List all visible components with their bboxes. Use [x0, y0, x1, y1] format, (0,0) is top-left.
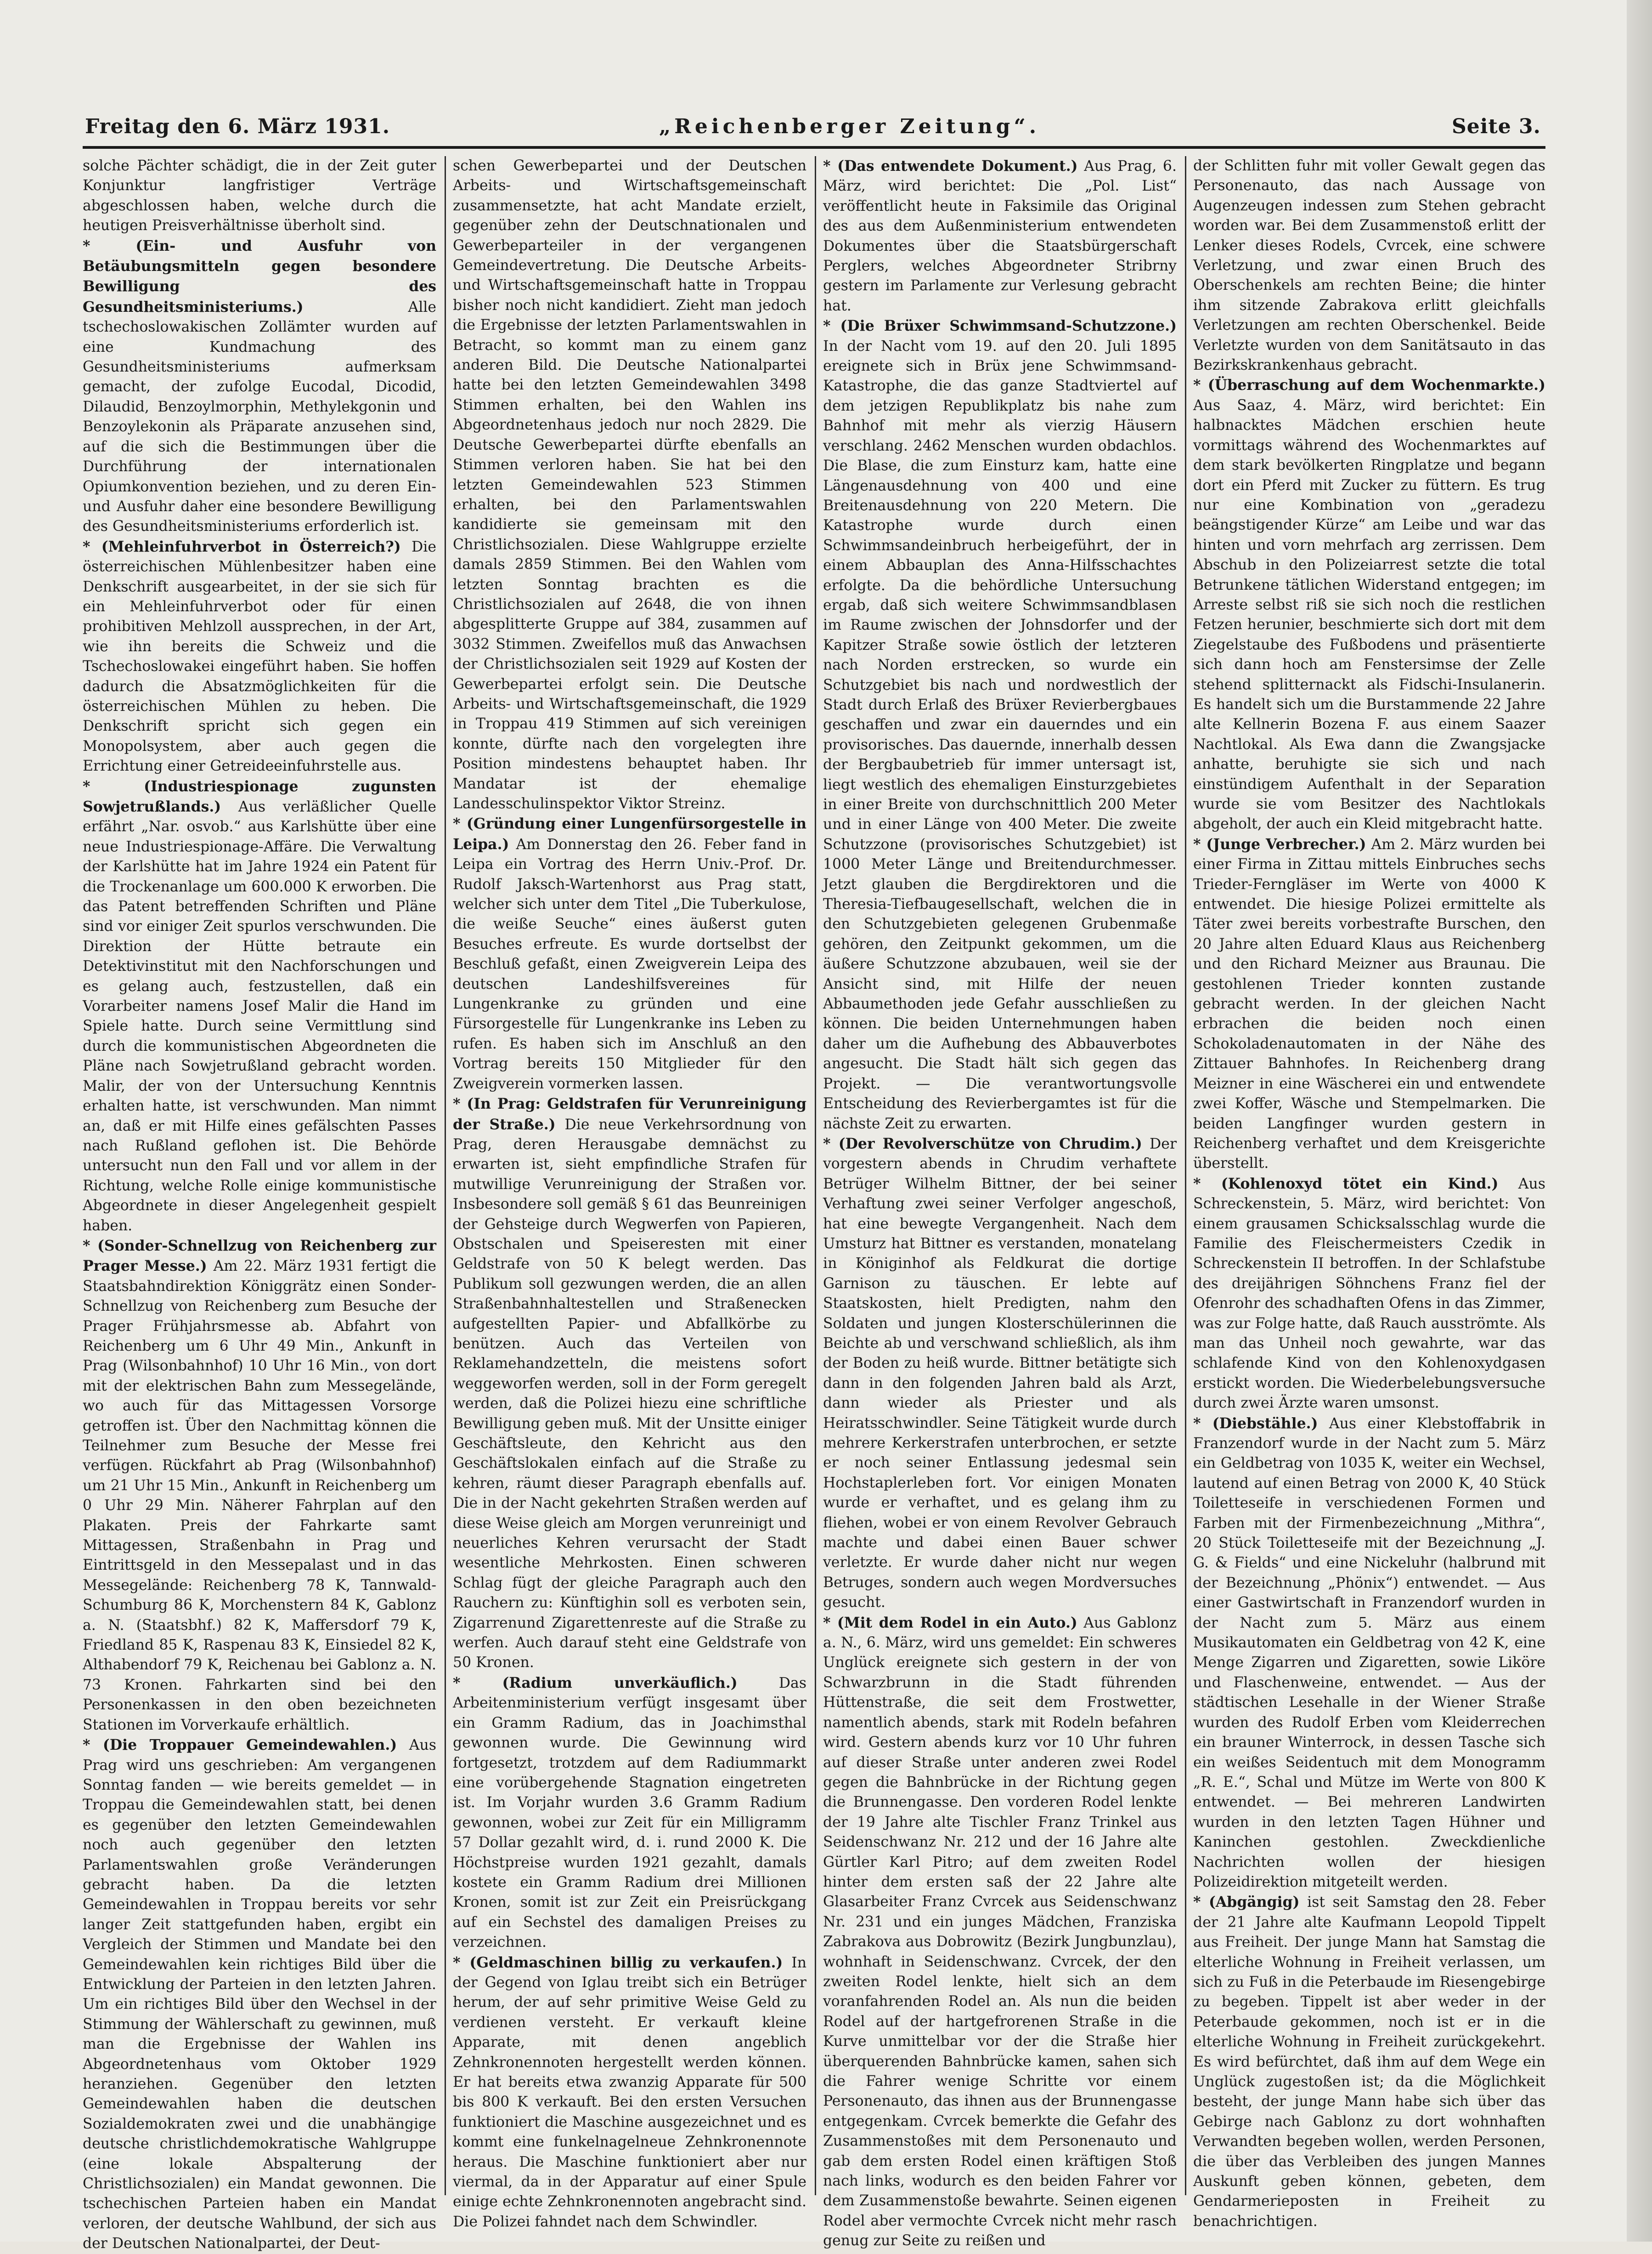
column-2	[453, 156, 806, 2230]
article-headline: * (Die Brüxer Schwimmsand-Schutzzone.)	[823, 317, 1177, 335]
article-paragraph	[83, 777, 436, 1236]
article-body: Aus Schreckenstein, 5. März, wird berichtet: Von einem grausamen Schicksalsschlag wurde die Familie des Fleischermeisters Czedik in Schreckenstein II betroffen. In der Schlafstube des dreijährigen Söhnchens Franz fiel der Ofenrohr des schadhaften Ofens in das Zimmer, was zur Folge hatte, daß Rauch ausströmte. Als man das Unheil noch gewahrte, war das schlafende Kind von den Kohlenoxydgasen erstickt worden. Die Wiederbelebungsversuche durch zwei Ärzte waren umsonst.	[1193, 1175, 1546, 1412]
page-number: Seite 3.	[1451, 115, 1541, 138]
article-body: Der vorgestern abends in Chrudim verhaftete Betrüger Wilhelm Bittner, der bei seiner Verhaftung zwei seiner Verfolger angeschoß, hat eine bewegte Vergangenheit. Nach dem Umsturz hat Bittner es verstanden, monatelang in Königinhof als Feldkurat die dortige Garnison zu täuschen. Er lebte auf Staatskosten, hielt Predigten, nahm den Soldaten und jungen Klosterschülerinnen die Beichte ab und verschwand schließlich, als ihm der Boden zu heiß wurde. Bittner betätigte sich dann in den folgenden Jahren bald als Arzt, dann wieder als Priester und als Heiratsschwindler. Seine Tätigkeit wurde durch mehrere Kerkerstrafen unterbrochen, er setzte er noch seiner Entlassung jedesmal sein Hochstaplerleben fort. Vor einigen Monaten wurde er verhaftet, und es gelang ihm zu fliehen, wobei er von einem Revolver Gebrauch machte und dabei einen Bauer schwer verletzte. Er wurde daher nicht nur wegen Betruges, sondern auch wegen Mordversuches gesucht.	[823, 1135, 1177, 1611]
article-headline: * (In Prag: Geldstrafen für Verunreinigung der Straße.)	[453, 1095, 806, 1133]
column-divider	[445, 156, 446, 2195]
article-body: Aus Saaz, 4. März, wird berichtet: Ein halbnacktes Mädchen erschien heute vormittags während des Wochenmarktes auf dem stark bevölkerten Ringplatze und begann dort ein Pferd mit Zucker zu füttern. Es trug nur eine Kombination von „geradezu beängstigender Kürze“ am Leibe und war das hinten und vorn mehrfach arg zerrissen. Dem Abschub in den Polizeiarrest setzte die total Betrunkene tätlichen Widerstand entgegen; im Arreste selbst riß sie sich noch die restlichen Fetzen herunier, beschmierte sich dort mit dem Ziegelstaube des Fußbodens und präsentierte sich dann hoch am Fenstersimse der Zelle stehend splitternackt als Fidschi-Insulanerin. Es handelt sich um die Burstammende 22 Jahre alte Kellnerin Bozena F. aus einem Saazer Nachtlokal. Als Ewa dann die Zwangsjacke anhatte, beruhigte sie sich und nach einstündigem Aufenthalt in der Separation wurde sie vom Besitzer des Nachtlokals abgeholt, der auch ein Kleid mitgebracht hatte.	[1193, 397, 1545, 833]
article-body: Alle tschechoslowakischen Zollämter wurden auf eine Kundmachung des Gesundheitsministeriums aufmerksam gemacht, der zufolge Eucodal, Dicodid, Dilaudid, Benzoylmorphin, Methylekgonin und Benzoylekonin als Präparate anzusehen sind, auf die sich die Bestimmungen über die Durchführung der internationalen Opiumkonvention beziehen, und zu deren Ein- und Ausfuhr daher eine besondere Bewilligung des Gesundheitsministeriums erforderlich ist.	[83, 299, 436, 535]
article-headline: * (Die Troppauer Gemeindewahlen.)	[83, 1736, 397, 1754]
article-body: Die österreichischen Mühlenbesitzer haben eine Denkschrift ausgearbeitet, in der sie sich für ein Mehleinfuhrverbot oder für einen prohibitiven Mehlzoll aussprechen, in der Art, wie ihn bereits die Schweiz und die Tschechoslowakei eingeführt haben. Sie hoffen dadurch die Absatzmöglichkeiten für die österreichischen Mühlen zu heben. Die Denkschrift spricht sich gegen ein Monopolsystem, aber auch gegen die Errichtung einer Getreideeinfuhrstelle aus.	[83, 538, 437, 775]
article-body: Das Arbeitenministerium verfügt insgesamt über ein Gramm Radium, das in Joachimsthal gewonnen wurde. Die Gewinnung wird fortgesetzt, trotzdem auf dem Radiummarkt eine vorübergehende Stagnation eingetreten ist. Im Vorjahr wurden 3.6 Gramm Radium gewonnen, wobei zur Zeit für ein Milligramm 57 Dollar gezahlt wird, d. i. rund 2000 K. Die Höchstpreise wurden 1921 gezahlt, damals kostete ein Gramm Radium drei Millionen Kronen, somit ist zur Zeit ein Preisrückgang auf ein Sechstel des damaligen Preises zu verzeichnen.	[453, 1674, 806, 1951]
article-paragraph	[83, 156, 436, 236]
article-body: Aus Prag, 6. März, wird berichtet: Die „Pol. List“ veröffentlicht heute in Faksimile das Original des aus dem Außenministerium entwendeten Dokumentes über die Staatsbürgerschaft Perglers, welches Abgeordneter Stribrny gestern im Parlamente zur Verlesung gebracht hat.	[823, 158, 1177, 314]
article-paragraph	[453, 156, 806, 814]
article-body: Aus verläßlicher Quelle erfährt „Nar. osvob.“ aus Karlshütte über eine neue Industriespionage-Affäre. Die Verwaltung der Karlshütte hat im Jahre 1924 ein Patent für die Trockenanlage um 600.000 K erworben. Die das Patent betreffenden Schriften und Pläne sind vor einiger Zeit spurlos verschwunden. Die Direktion der Hütte betraute ein Detektivinstitut mit den Nachforschungen und es gelang auch, festzustellen, daß ein Vorarbeiter namens Josef Malir die Hand im Spiele hatte. Durch seine Vermittlung sind durch die kommunistischen Abgeordneten die Pläne nach Sowjetrußland gebracht worden. Malir, der von der Untersuchung Kenntnis erhalten hatte, ist verschwunden. Man nimmt an, daß er mit Hilfe eines gefälschten Passes nach Rußland geflohen ist. Die Behörde untersucht nun den Fall und vor allem in der Richtung, welche Rolle einige kommunistische Abgeordnete in dieser Angelegenheit gespielt haben.	[83, 799, 436, 1234]
article-paragraph	[1193, 834, 1545, 1174]
article-headline: * (Abgängig)	[1193, 1893, 1300, 1911]
article-headline: * (Junge Verbrecher.)	[1193, 835, 1366, 853]
article-paragraph	[1193, 375, 1545, 834]
column-4	[1193, 156, 1546, 2230]
article-body: In der Nacht vom 19. auf den 20. Juli 1895 ereignete sich in Brüx jene Schwimmsand-Katastrophe, die das ganze Stadtviertel auf dem jetzigen Republikplatz bis nahe zum Bahnhof mit mehr als vierzig Häusern verschlang. 2462 Menschen wurden obdachlos. Die Blase, die zum Einsturz kam, hatte eine Längenausdehnung von 400 und eine Breitenausdehnung von 220 Metern. Die Katastrophe wurde durch einen Schwimmsandeinbruch herbeigeführt, der in einem Abbauplan des Anna-Hilfsschachtes erfolgte. Da die behördliche Untersuchung ergab, daß sich weitere Schwimmsandblasen im Raume zwischen der Johnsdorfer und der Kapitzer Straße sowie östlich der letzteren nach Norden erstrecken, so wurde ein Schutzgebiet bis nach und nordwestlich der Stadt durch Erlaß des Brüxer Revierbergbaues geschaffen und zwar ein dauerndes und ein provisorisches. Das dauernde, innerhalb dessen der Bergbaubetrieb für immer untersagt ist, liegt westlich des ehemaligen Einsturzgebietes in einer Breite von durchschnittlich 200 Meter und in einer Länge von 400 Meter. Die zweite Schutzzone (provisorisches Schutzgebiet) ist 1000 Meter Länge und Breitendurchmesser. Jetzt glauben die Bergdirektoren und die Theresia-Tiefbaugesellschaft, welchen die in den Schutzgebieten gelegenen Grubenmaße gehören, den Zeitpunkt gekommen, um die äußere Schutzzone abzubauen, weil sie der Ansicht sind, mit Hilfe der neuen Abbaumethoden jede Gefahr ausschließen zu können. Die beiden Unternehmungen haben daher um die Aufhebung des Abbauverbotes angesucht. Die Stadt hält sich gegen das Projekt. — Die verantwortungsvolle Entscheidung des Revierbergamtes ist für die nächste Zeit zu erwarten.	[823, 338, 1177, 1132]
article-paragraph	[453, 814, 806, 1094]
article-headline: * (Sonder-Schnellzug von Reichenberg zur Prager Messe.)	[83, 1237, 436, 1275]
article-headline: * (Diebstähle.)	[1193, 1414, 1318, 1432]
column-3	[823, 156, 1177, 2249]
column-divider	[815, 156, 816, 2195]
article-body: Die neue Verkehrsordnung von Prag, deren Herausgabe demnächst zu erwarten ist, sieht empfindliche Strafen für mutwillige Verunreinigung der Straßen vor. Insbesondere soll gemäß § 61 das Beunreinigen der Gehsteige durch Wegwerfen von Papieren, Obstschalen und Speiseresten mit einer Geldstrafe von 50 K belegt werden. Das Publikum soll gezwungen werden, die an allen Straßenbahnhaltestellen und Straßenecken aufgestellten Papier- und Abfallkörbe zu benützen. Auch das Verteilen von Reklamehandzetteln, die meistens sofort weggeworfen werden, soll in der Form geregelt werden, daß die Polizei hiezu eine schriftliche Bewilligung geben muß. Mit der Unsitte einiger Geschäftsleute, den Kehricht aus den Geschäftslokalen einfach auf die Straße zu kehren, räumt dieser Paragraph ebenfalls auf. Die in der Nacht gekehrten Straßen werden auf diese Weise gleich am Morgen verunreinigt und neuerliches Kehren verursacht der Stadt wesentliche Mehrkosten. Einen schweren Schlag fügt der gleiche Paragraph auch den Rauchern zu: Künftighin soll es verboten sein, Zigarrenund Zigarettenreste auf die Straße zu werfen. Auch darauf steht eine Geldstrafe von 50 Kronen.	[453, 1116, 806, 1671]
article-paragraph	[1193, 1414, 1545, 1893]
article-paragraph	[453, 1094, 806, 1673]
article-body: Aus Gablonz a. N., 6. März, wird uns gemeldet: Ein schweres Unglück ereignete sich gestern in der von Schwarzbrunn in die Stadt führenden Hüttenstraße, die seit dem Frostwetter, namentlich abends, stark mit Rodeln befahren wird. Gestern abends kurz vor 10 Uhr fuhren auf dieser Straße unter anderen zwei Rodel gegen die Bahnbrücke in der Richtung gegen die Brunnengasse. Den vorderen Rodel lenkte der 19 Jahre alte Tischler Franz Trinkel aus Seidenschwanz Nr. 212 und der 16 Jahre alte Gürtler Karl Pitro; auf dem zweiten Rodel hinter dem ersten saß der 22 Jahre alte Glasarbeiter Franz Cvrcek aus Seidenschwanz Nr. 231 und ein junges Mädchen, Franziska Zabrakova aus Dobrowitz (Bezirk Jungbunzlau), wohnhaft in Seidenschwanz. Cvrcek, der den zweiten Rodel lenkte, hielt sich an dem voranfahrenden Rodel an. Als nun die beiden Rodel auf der hartgefrorenen Straße in die Kurve unmittelbar vor der die Straße hier überquerenden Bahnbrücke kamen, sahen sich die Fahrer wenige Schritte vor einem Personenauto, das ihnen aus der Brunnengasse entgegenkam. Cvrcek bemerkte die Gefahr des Zusammenstoßes mit dem Personenauto und gab dem ersten Rodel einen kräftigen Stoß nach links, wodurch es den beiden Fahrer vor dem Zusammenstoße bewahrte. Seinen eigenen Rodel aber vermochte Cvrcek nicht mehr rasch genug zur Seite zu reißen und	[823, 1614, 1177, 2249]
article-headline: * (Überraschung auf dem Wochenmarkte.)	[1193, 377, 1545, 394]
article-body: ist seit Samstag den 28. Feber der 21 Jahre alte Kaufmann Leopold Tippelt aus Freiheit. Der junge Mann hat Samstag die elterliche Wohnung in Freiheit verlassen, um sich zu Fuß in die Peterbaude im Riesengebirge zu begeben. Tippelt ist aber weder in der Peterbaude gekommen, noch ist er in die elterliche Wohnung in Freiheit zurückgekehrt. Es wird befürchtet, daß ihm auf dem Wege ein Unglück zugestoßen ist; da die Möglichkeit besteht, der junge Mann habe sich über das Gebirge nach Gablonz zu dort wohnhaften Verwandten begeben wollen, werden Personen, die über das Verbleiben des jungen Mannes Auskunft geben können, gebeten, dem Gendarmerieposten in Freiheit zu benachrichtigen.	[1193, 1894, 1546, 2230]
article-body: Aus Prag wird uns geschrieben: Am vergangenen Sonntag fanden — wie bereits gemeldet — in Troppau die Gemeindewahlen statt, bei denen es gegenüber den letzten Gemeindewahlen noch auch gegenüber den letzten Parlamentswahlen große Veränderungen gebracht haben. Da die letzten Gemeindewahlen in Troppau bereits vor sehr langer Zeit stattgefunden haben, ergibt ein Vergleich der Stimmen und Mandate bei den Gemeindewahlen kein richtiges Bild über die Entwicklung der Parteien in den letzten Jahren. Um ein richtiges Bild über den Wechsel in der Stimmung der Wählerschaft zu gewinnen, muß man die Ergebnisse der Wahlen ins Abgeordnetenhaus vom Oktober 1929 heranziehen. Gegenüber den letzten Gemeindewahlen haben die deutschen Sozialdemokraten zwei und die unabhängige deutsche christlichdemokratische Wahlgruppe (eine lokale Abspalterung der Christlichsozialen) ein Mandat gewonnen. Die tschechischen Parteien haben ein Mandat verloren, der deutsche Wahlbund, der sich aus der Deutschen Nationalpartei, der Deut-	[83, 1737, 436, 2252]
article-paragraph	[823, 316, 1177, 1134]
article-paragraph	[453, 1953, 806, 2232]
article-body: solche Pächter schädigt, die in der Zeit guter Konjunktur langfristiger Verträge abgeschlossen haben, welche durch die heutigen Preisverhältnisse überholt sind.	[83, 158, 436, 234]
article-headline: * (Gründung einer Lungenfürsorgestelle in Leipa.)	[453, 815, 806, 853]
issue-date: Freitag den 6. März 1931.	[85, 115, 390, 138]
article-paragraph	[823, 1134, 1177, 1613]
article-paragraph	[1193, 1892, 1545, 2231]
article-paragraph	[83, 236, 436, 537]
article-columns	[83, 156, 1546, 2252]
article-body: Am Donnerstag den 26. Feber fand in Leipa ein Vortrag des Herrn Univ.-Prof. Dr. Rudolf Jaksch-Wartenhorst aus Prag statt, welcher sich unter dem Titel „Die Tuberkulose, die weiße Seuche“ eines äußerst guten Besuches erfreute. Es wurde dortselbst der Beschluß gefaßt, einen Zweigverein Leipa des deutschen Landeshilfsvereines für Lungenkranke zu gründen und eine Fürsorgestelle für Lungenkranke ins Leben zu rufen. Es haben sich im Anschluß an den Vortrag bereits 150 Mitglieder für den Zweigverein vormerken lassen.	[453, 836, 806, 1092]
article-headline: * (Kohlenoxyd tötet ein Kind.)	[1193, 1175, 1499, 1192]
column-1	[83, 156, 437, 2252]
article-paragraph	[83, 1735, 436, 2254]
article-paragraph	[1193, 1174, 1545, 1414]
article-headline: * (Das entwendete Dokument.)	[823, 158, 1078, 175]
column-divider	[1185, 156, 1186, 2195]
article-paragraph	[453, 1673, 806, 1953]
article-headline: * (Radium unverkäuflich.)	[453, 1674, 738, 1691]
article-body: Am 2. März wurden bei einer Firma in Zittau mittels Einbruches sechs Trieder-Ferngläser im Werte von 4000 K entwendet. Die hiesige Polizei ermittelte als Täter zwei bereits vorbestrafte Burschen, den 20 Jahre alten Eduard Klaus aus Reichenberg und den Richard Meizner aus Braunau. Die gestohlenen Trieder konnten zustande gebracht werden. In der gleichen Nacht erbrachen die beiden noch einen Schokoladenautomaten in der Nähe des Zittauer Bahnhofes. In Reichenberg drang Meizner in eine Wäscherei ein und entwendete zwei Koffer, Wäsche und Stempelmarken. Die beiden Langfinger wurden gestern in Reichenberg verhaftet und dem Kreisgerichte überstellt.	[1193, 836, 1545, 1172]
article-body: schen Gewerbepartei und der Deutschen Arbeits- und Wirtschaftsgemeinschaft zusammensetzte, hat acht Mandate erzielt, gegenüber zehn der Deutschnationalen und Gewerbeparteiler in der vergangenen Gemeindevertretung. Die Deutsche Arbeits- und Wirtschaftsgemeinschaft hatte in Troppau bisher noch nicht kandidiert. Zieht man jedoch die Ergebnisse der letzten Parlamentswahlen in Betracht, so kommt man zu einem ganz anderen Bild. Die Deutsche Nationalpartei hatte bei den letzten Gemeindewahlen 3498 Stimmen erhalten, bei den Wahlen ins Abgeordnetenhaus jedoch nur noch 2829. Die Deutsche Gewerbepartei dürfte ebenfalls an Stimmen verloren haben. Sie hat bei den letzten Gemeindewahlen 523 Stimmen erhalten, bei den Parlamentswahlen kandidierte sie gemeinsam mit den Christlichsozialen. Diese Wahlgruppe erzielte damals 2859 Stimmen. Bei den Wahlen vom letzten Sonntag brachten es die Christlichsozialen auf 2648, die von ihnen abgesplitterte Gruppe auf 384, zusammen auf 3032 Stimmen. Zweifellos muß das Anwachsen der Christlichsozialen seit 1929 auf Kosten der Gewerbepartei erfolgt sein. Die Deutsche Arbeits- und Wirtschaftsgemeinschaft, die 1929 in Troppau 419 Stimmen auf sich vereinigen konnte, dürfte nach den vorgelegten ihre Position mindestens behauptet haben. Ihr Mandatar ist der ehemalige Landesschulinspektor Viktor Streinz.	[453, 158, 806, 812]
article-headline: * (Industriespionage zugunsten Sowjetrußlands.)	[83, 778, 436, 815]
article-paragraph	[83, 1236, 436, 1735]
article-body: Aus einer Klebstoffabrik in Franzendorf wurde in der Nacht zum 5. März ein Geldbetrag von 1035 K, weiter ein Wechsel, lautend auf einen Betrag von 2000 K, 40 Stück Toiletteseife in verschiedenen Formen und Farben mit der Firmenbezeichnung „Mithra“, 20 Stück Toiletteseife mit der Bezeichnung „J. G. & Fields“ und eine Nickeluhr (halbrund mit der Bezeichnung „Phönix“) entwendet. — Aus einer Gastwirtschaft in Franzendorf wurden in der Nacht zum 5. März aus einem Musikautomaten ein Geldbetrag von 42 K, eine Menge Zigarren und Zigaretten, sowie Liköre und Flaschenweine, entwendet. — Aus der städtischen Lesehalle in der Wiener Straße wurden des Rudolf Erben vom Kleiderrechen ein brauner Winterrock, in dessen Tasche sich ein weißes Seidentuch mit dem Monogramm „R. E.“, Schal und Mütze im Werte von 800 K entwendet. — Bei mehreren Landwirten wurden in den letzten Tagen Hühner und Kaninchen gestohlen. Zweckdienliche Nachrichten wollen der hiesigen Polizeidirektion mitgeteilt werden.	[1193, 1415, 1546, 1890]
article-headline: * (Geldmaschinen billig zu verkaufen.)	[453, 1954, 783, 1971]
article-headline: * (Der Revolverschütze von Chrudim.)	[823, 1135, 1142, 1152]
article-paragraph	[83, 537, 436, 777]
article-headline: * (Mehleinfuhrverbot in Österreich?)	[83, 538, 401, 555]
article-body: der Schlitten fuhr mit voller Gewalt gegen das Personenauto, das nach Aussage von Augenzeugen indessen zum Stehen gebracht worden war. Bei dem Zusammenstoß erlitt der Lenker dieses Rodels, Cvrcek, eine schwere Verletzung, und zwar einen Bruch des Oberschenkels am rechten Beine; die hinter ihm sitzende Zabrakova erlitt gleichfalls Verletzungen am rechten Oberschenkel. Beide Verletzte wurden von dem Sanitätsauto in das Bezirkskrankenhaus gebracht.	[1193, 158, 1545, 374]
article-body: Am 22. März 1931 fertigt die Staatsbahndirektion Königgrätz einen Sonder-Schnellzug von Reichenberg zum Besuche der Prager Frühjahrsmesse ab. Abfahrt von Reichenberg um 6 Uhr 49 Min., Ankunft in Prag (Wilsonbahnhof) 10 Uhr 16 Min., von dort mit der elektrischen Bahn zum Messegelände, wo auch für das Mittagessen Vorsorge getroffen ist. Über den Nachmittag können die Teilnehmer zum Besuche der Messe frei verfügen. Rückfahrt ab Prag (Wilsonbahnhof) um 21 Uhr 15 Min., Ankunft in Reichenberg um 0 Uhr 29 Min. Näherer Fahrplan auf den Plakaten. Preis der Fahrkarte samt Mittagessen, Straßenbahn in Prag und Eintrittsgeld in den Messepalast und in das Messegelände: Reichenberg 78 K, Tannwald-Schumburg 86 K, Morchenstern 84 K, Gablonz a. N. (Staatsbhf.) 82 K, Maffersdorf 79 K, Friedland 85 K, Raspenau 83 K, Einsiedel 82 K, Althabendorf 79 K, Reichenau bei Gablonz a. N. 73 Kronen. Fahrkarten sind bei den Personenkassen in den oben bezeichneten Stationen im Vorverkaufe erhältlich.	[83, 1258, 436, 1733]
article-body: In der Gegend von Iglau treibt sich ein Betrüger herum, der auf sehr primitive Weise Geld zu verdienen versteht. Er verkauft kleine Apparate, mit denen angeblich Zehnkronennoten hergestellt werden können. Er hat bereits etwa zwanzig Apparate für 500 bis 800 K verkauft. Bei den ersten Versuchen funktioniert die Maschine ausgezeichnet und es kommt eine funkelnagelneue Zehnkronennote heraus. Die Maschine funktioniert aber nur viermal, da in der Apparatur auf einer Spule einige echte Zehnkronennoten angebracht sind. Die Polizei fahndet nach dem Schwindler.	[453, 1954, 806, 2230]
article-headline: * (Mit dem Rodel in ein Auto.)	[823, 1614, 1077, 1631]
newspaper-title: „Reichenberger Zeitung“.	[659, 115, 1040, 138]
article-paragraph	[823, 1613, 1177, 2251]
header-rule	[83, 146, 1545, 149]
article-paragraph	[823, 156, 1177, 316]
page-header	[85, 115, 1541, 142]
scan-edge	[1627, 0, 1652, 2242]
article-paragraph	[1193, 156, 1545, 375]
article-headline: * (Ein- und Ausfuhr von Betäubungsmitteln gegen besondere Bewilligung des Gesundheitsministeriums.)	[83, 237, 436, 316]
